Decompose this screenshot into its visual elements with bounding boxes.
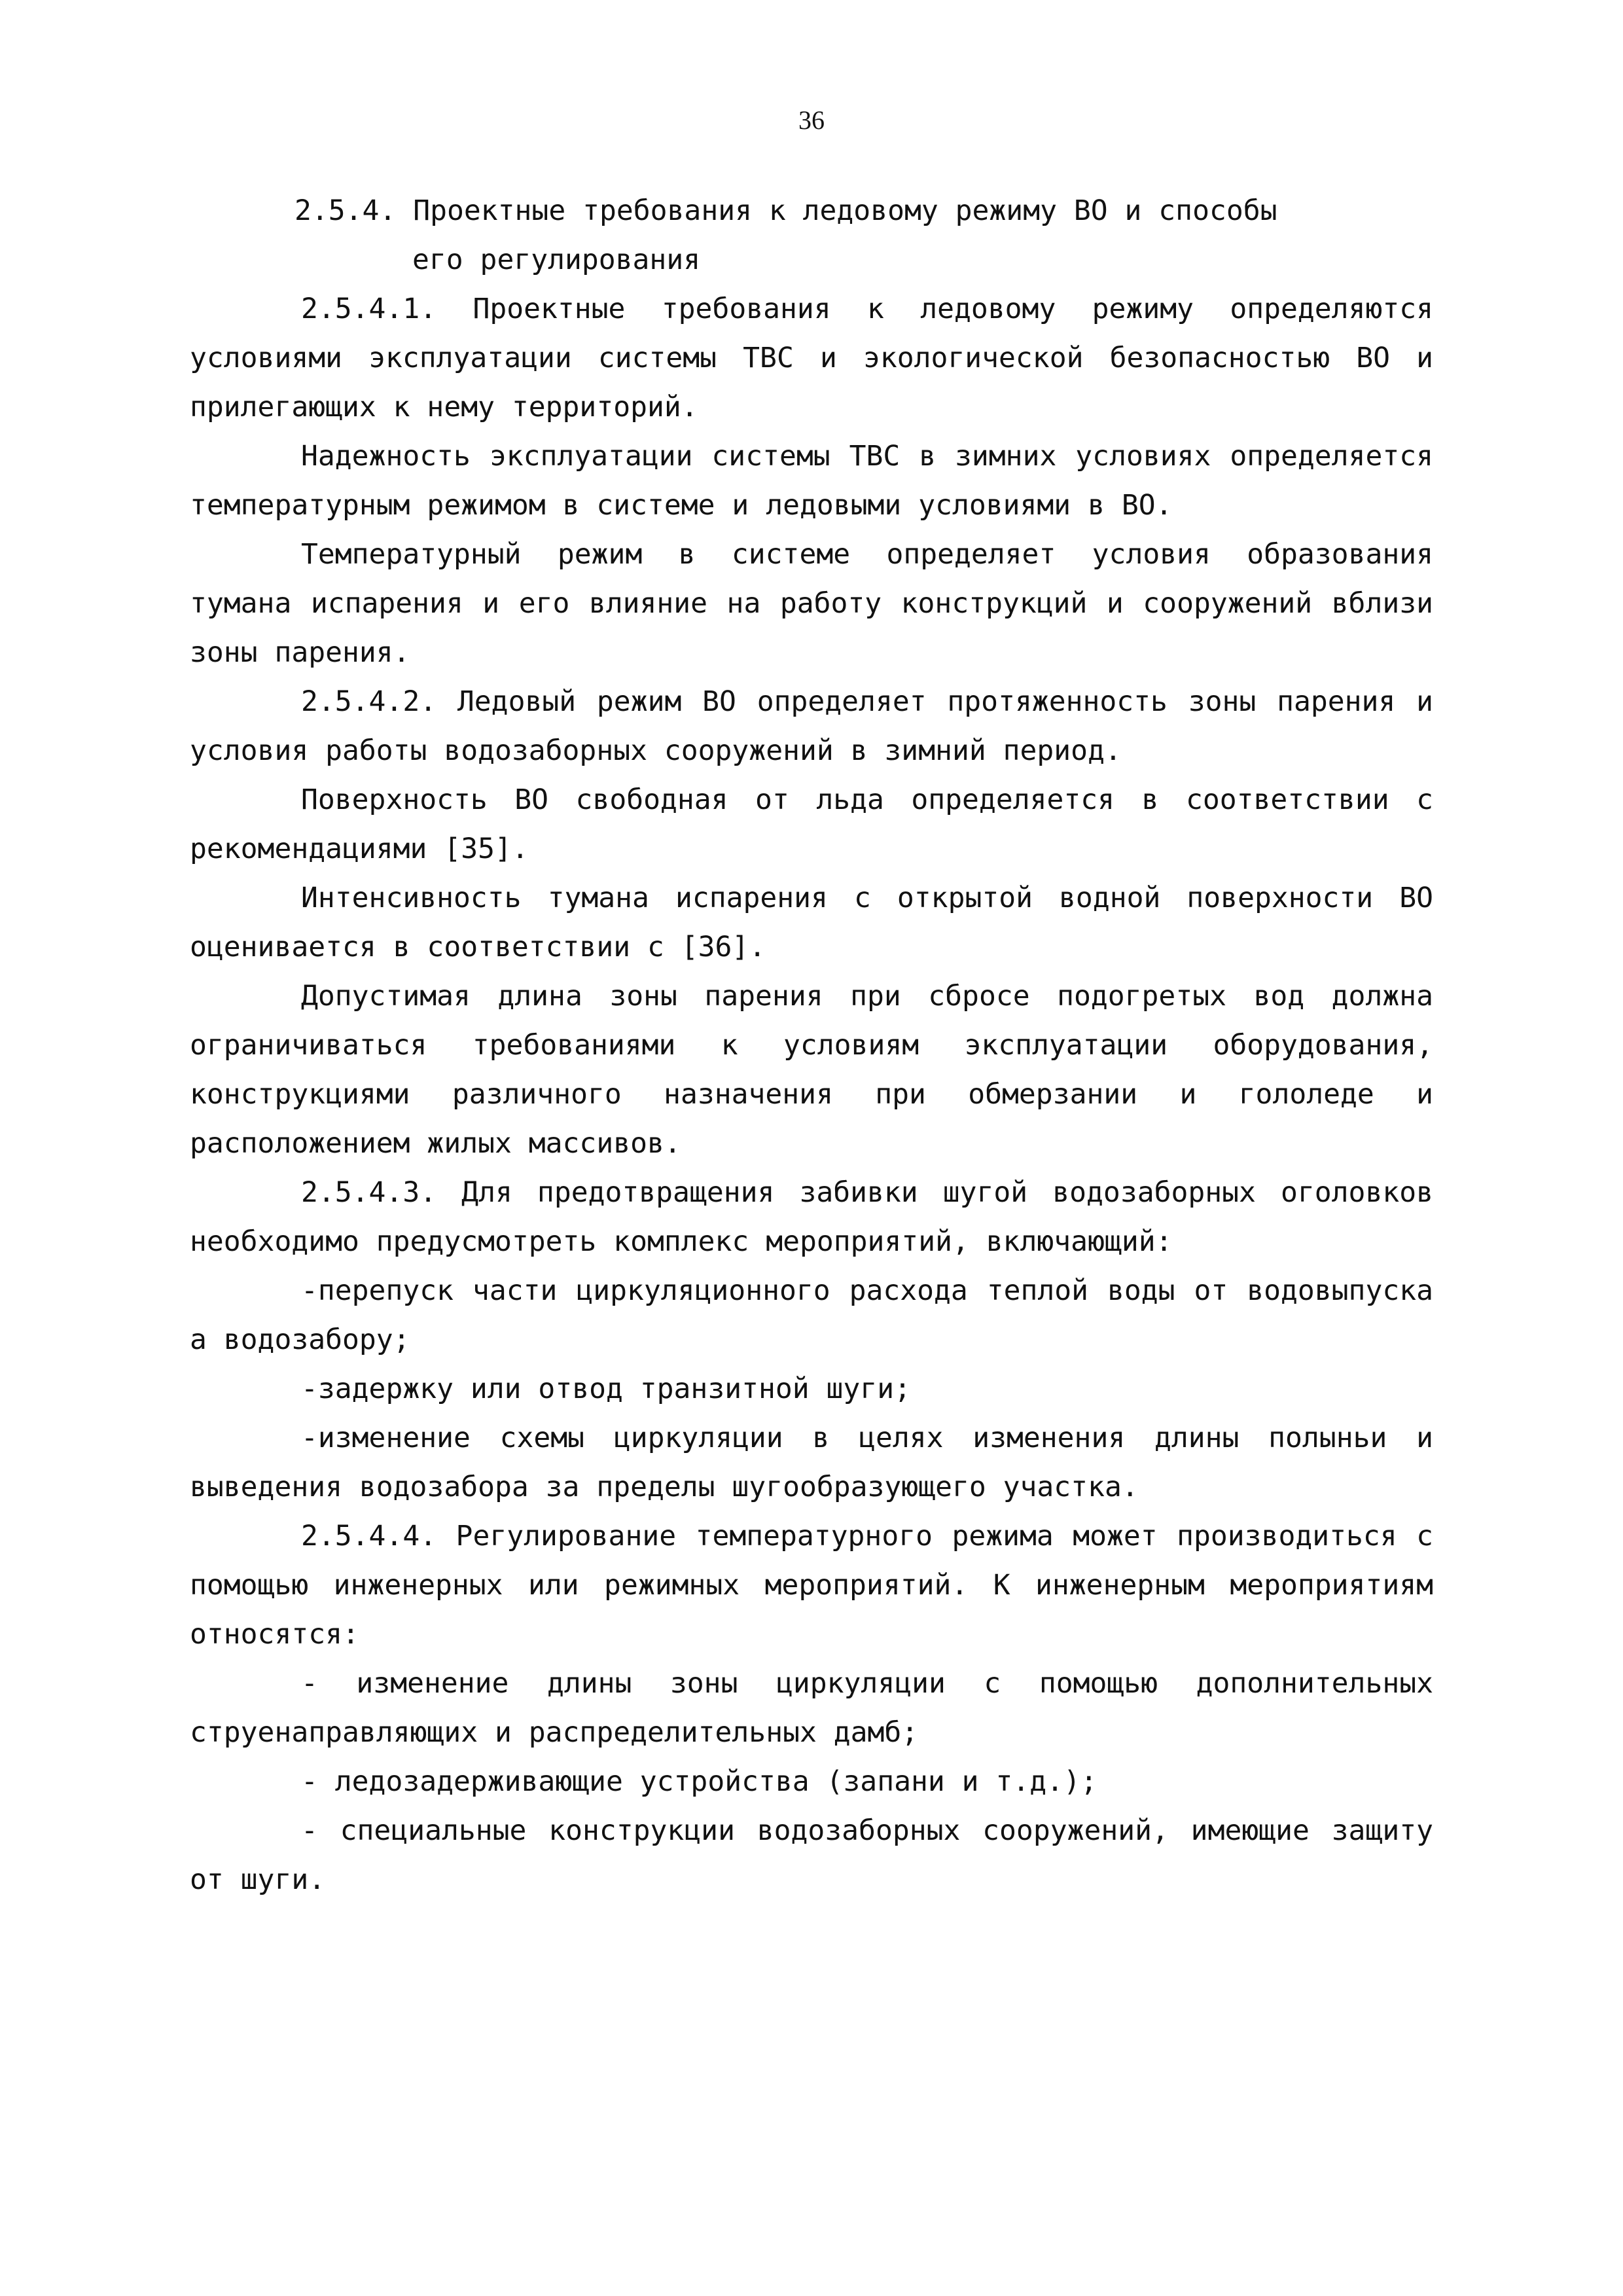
paragraph-steam-zone-length: Допустимая длина зоны парения при сбросе подогретых вод должна ограничиваться требованиями к условиям эксплуатации оборудования, конструкциями различного назначения при обмерзании и гололеде и расположением жилых массивов. [190,980,1433,1160]
section-heading-line-2: его регулирования [412,243,701,276]
list-item: -перепуск части циркуляционного расхода теплой воды от водовыпуска а водозабору; [190,1274,1433,1356]
list-item: -изменение схемы циркуляции в целях изменения длины полыньи и выведения водозабора за пределы шугообразующего участка. [190,1422,1433,1503]
document-body [190,187,1433,1905]
paragraph-fog-intensity: Интенсивность тумана испарения с открытой водной поверхности ВО оценивается в соответствии с [36]. [190,882,1433,963]
paragraph-2-5-4-1: 2.5.4.1. Проектные требования к ледовому режиму определяются условиями эксплуатации системы ТВС и экологической безопасностью ВО и прилегающих к нему территорий. [190,293,1433,423]
paragraph-2-5-4-4: 2.5.4.4. Регулирование температурного режима может производиться с помощью инженерных или режимных мероприятий. К инженерным мероприятиям относятся: [190,1520,1433,1651]
paragraph-2-5-4-3: 2.5.4.3. Для предотвращения забивки шугой водозаборных оголовков необходимо предусмотреть комплекс мероприятий, включающий: [190,1176,1433,1258]
page-number: 36 [798,105,825,135]
list-item: -задержку или отвод транзитной шуги; [301,1372,911,1405]
list-item: - изменение длины зоны циркуляции с помощью дополнительных струенаправляющих и распределительных дамб; [190,1667,1433,1749]
list-item: - специальные конструкции водозаборных сооружений, имеющие защиту от шуги. [190,1814,1433,1896]
paragraph-temperature-regime: Температурный режим в системе определяет условия образования тумана испарения и его влияние на работу конструкций и сооружений вблизи зоны парения. [190,538,1433,669]
paragraph-reliability: Надежность эксплуатации системы ТВС в зимних условиях определяется температурным режимом в системе и ледовыми условиями в ВО. [190,440,1433,522]
list-item: - ледозадерживающие устройства (запани и т.д.); [301,1765,1097,1798]
paragraph-ice-free-surface: Поверхность ВО свободная от льда определяется в соответствии с рекомендациями [35]. [190,783,1433,865]
paragraph-2-5-4-2: 2.5.4.2. Ледовый режим ВО определяет протяженность зоны парения и условия работы водозаборных сооружений в зимний период. [190,685,1433,767]
section-heading-line-1: 2.5.4. Проектные требования к ледовому режиму ВО и способы [294,194,1277,227]
section-heading [190,187,1433,285]
